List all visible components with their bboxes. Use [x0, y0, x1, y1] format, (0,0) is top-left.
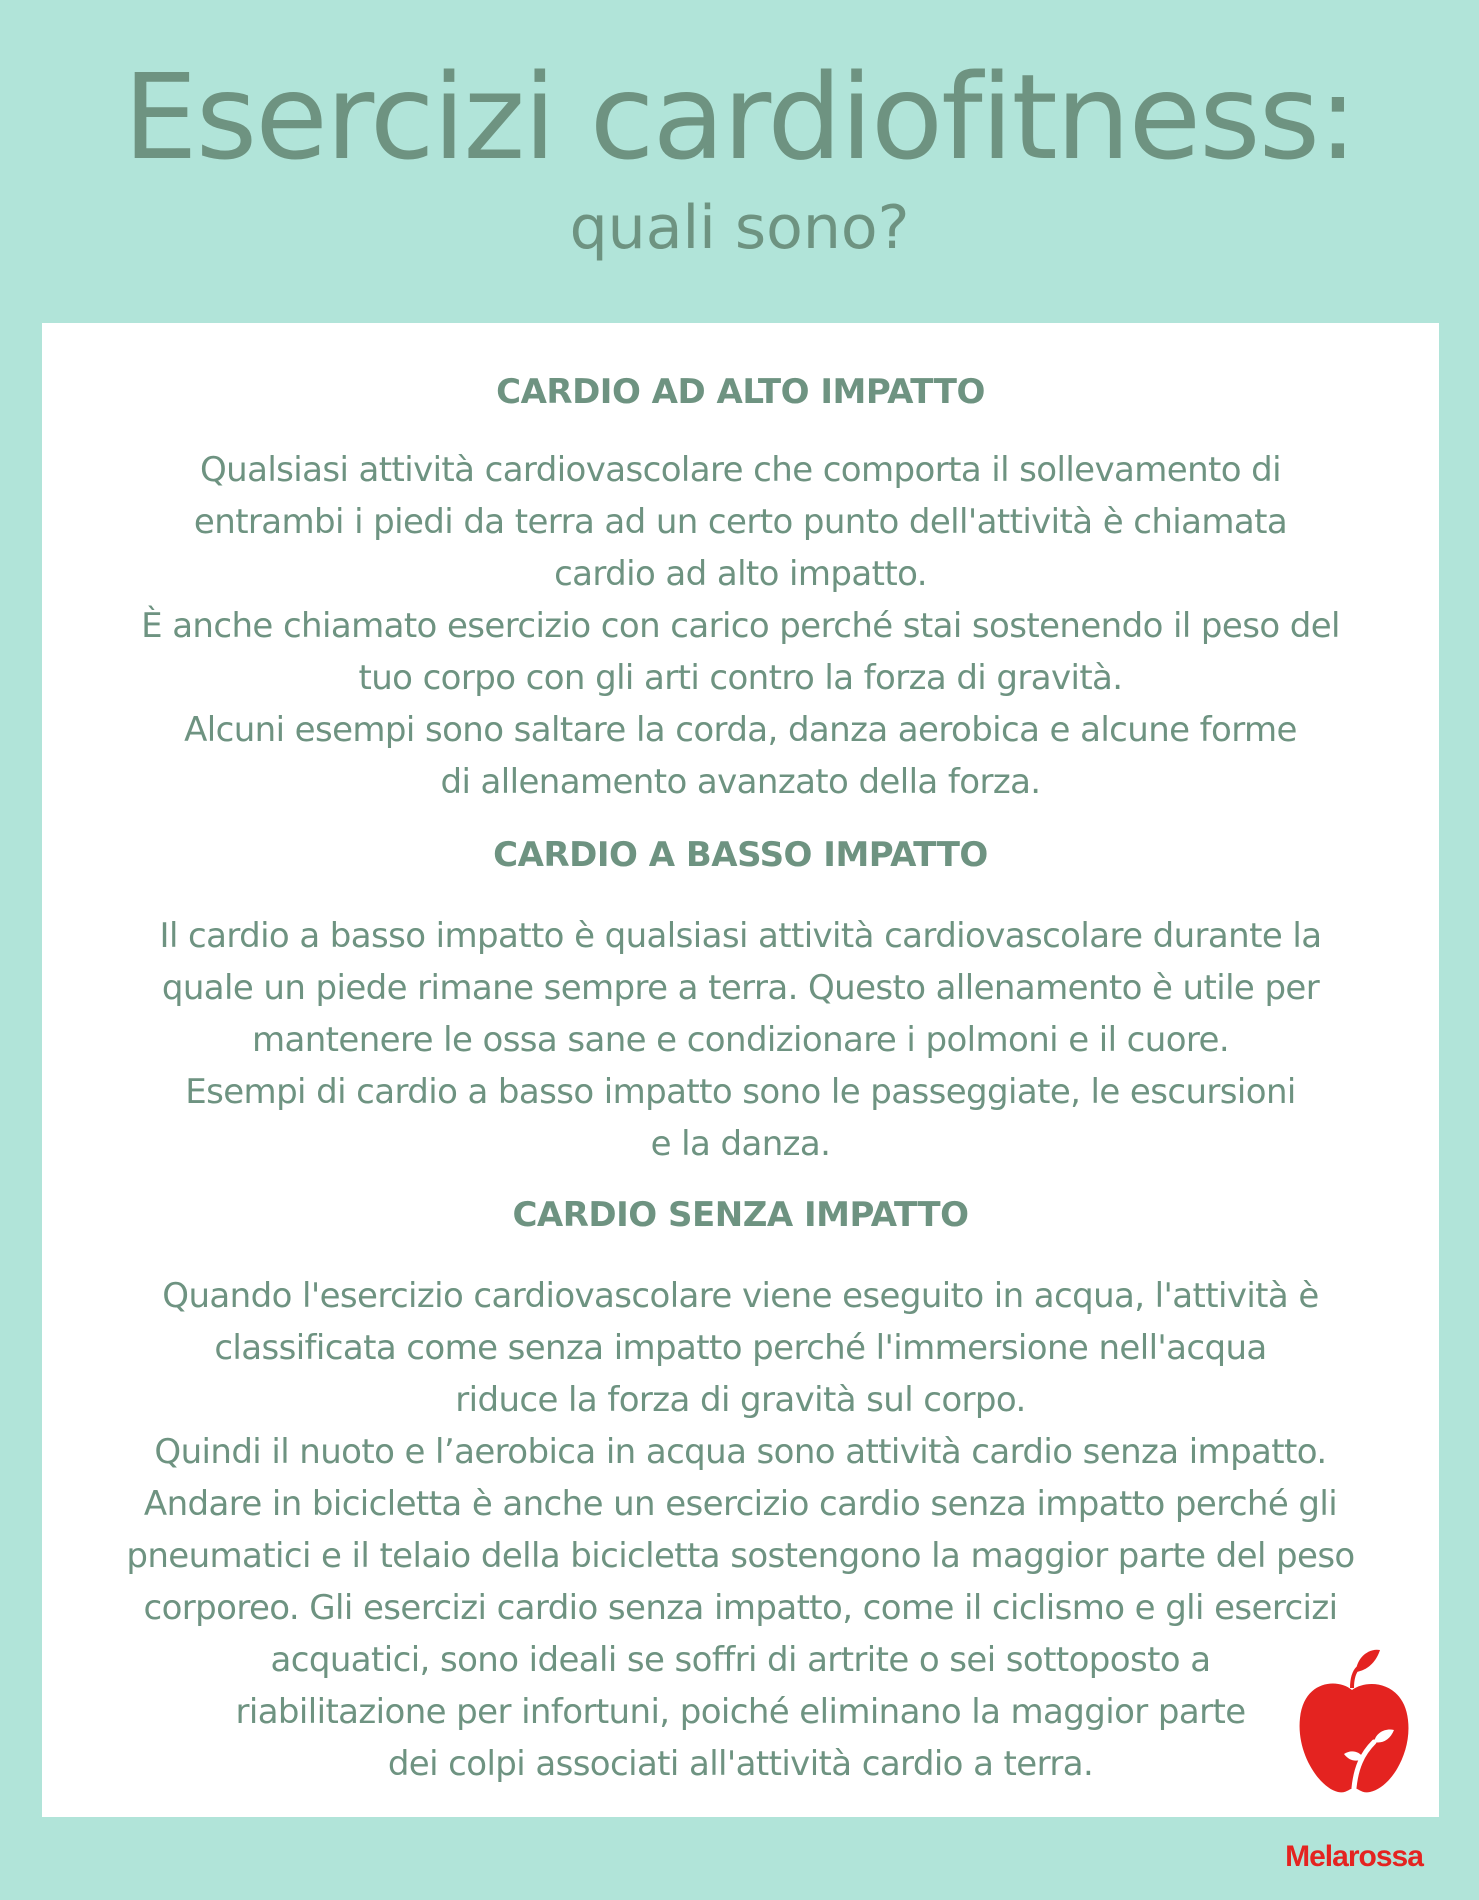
brand-logo: [1269, 1642, 1439, 1892]
text-line: Qualsiasi attività cardiovascolare che comporta il sollevamento di: [199, 450, 1282, 490]
text-line: Andare in bicicletta è anche un esercizio cardio senza impatto perché gli: [143, 1484, 1338, 1524]
apple-icon: [1294, 1642, 1414, 1822]
page-subtitle: quali sono?: [569, 193, 910, 263]
text-line: corporeo. Gli esercizi cardio senza impatto, come il ciclismo e gli esercizi: [143, 1588, 1338, 1628]
section-body-no-impact: [102, 1270, 1379, 1790]
section-heading-low-impact: CARDIO A BASSO IMPATTO: [493, 835, 988, 875]
text-line: riduce la forza di gravità sul corpo.: [455, 1380, 1026, 1420]
text-line: Alcuni esempi sono saltare la corda, danza aerobica e alcune forme: [184, 710, 1297, 750]
text-line: Quindi il nuoto e l’aerobica in acqua sono attività cardio senza impatto.: [154, 1432, 1327, 1472]
text-line: classificata come senza impatto perché l'immersione nell'acqua: [214, 1328, 1267, 1368]
section-body-low-impact: [102, 910, 1379, 1170]
text-line: Quando l'esercizio cardiovascolare viene eseguito in acqua, l'attività è: [162, 1276, 1319, 1316]
text-line: riabilitazione per infortuni, poiché eliminano la maggior parte: [235, 1692, 1246, 1732]
section-body-high-impact: [102, 444, 1379, 808]
section-heading-high-impact: CARDIO AD ALTO IMPATTO: [496, 372, 985, 412]
text-line: entrambi i piedi da terra ad un certo punto dell'attività è chiamata: [193, 502, 1288, 542]
section-heading-no-impact: CARDIO SENZA IMPATTO: [512, 1195, 969, 1235]
text-line: quale un piede rimane sempre a terra. Questo allenamento è utile per: [161, 968, 1320, 1008]
text-line: mantenere le ossa sane e condizionare i polmoni e il cuore.: [251, 1020, 1230, 1060]
text-line: Esempi di cardio a basso impatto sono le passeggiate, le escursioni: [185, 1072, 1296, 1112]
text-line: cardio ad alto impatto.: [554, 554, 927, 594]
text-line: di allenamento avanzato della forza.: [440, 762, 1041, 802]
brand-name: Melarossa: [1285, 1840, 1423, 1873]
text-line: e la danza.: [650, 1124, 831, 1164]
page-title: Esercizi cardiofitness:: [123, 48, 1356, 186]
text-line: È anche chiamato esercizio con carico perché stai sostenendo il peso del: [141, 606, 1340, 646]
text-line: tuo corpo con gli arti contro la forza di gravità.: [358, 658, 1123, 698]
text-line: pneumatici e il telaio della bicicletta sostengono la maggior parte del peso: [126, 1536, 1355, 1576]
text-line: acquatici, sono ideali se soffri di artrite o sei sottoposto a: [270, 1640, 1211, 1680]
content-card: [42, 323, 1439, 1817]
text-line: dei colpi associati all'attività cardio a terra.: [387, 1744, 1094, 1784]
text-line: Il cardio a basso impatto è qualsiasi attività cardiovascolare durante la: [159, 916, 1322, 956]
